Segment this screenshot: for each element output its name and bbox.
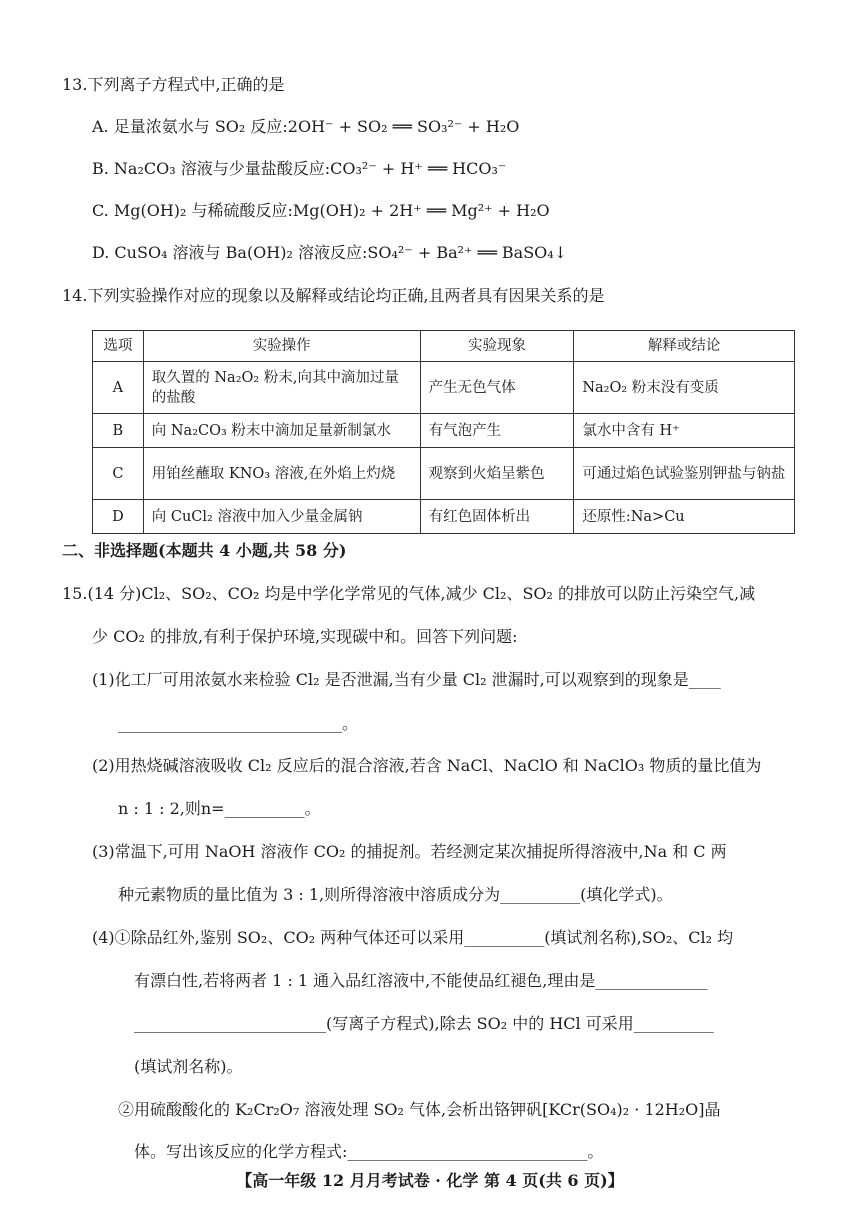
- q15-part4-line-2: 有漂白性,若将两者 1 : 1 通入品红溶液中,不能使品红褪色,理由是______________: [134, 971, 708, 990]
- table-cell-conclusion: 氯水中含有 H⁺: [574, 414, 795, 448]
- table-header-cell: 选项: [93, 331, 144, 362]
- question-13-option-d: D. CuSO₄ 溶液与 Ba(OH)₂ 溶液反应:SO₄²⁻ + Ba²⁺ ══ BaSO₄↓: [92, 243, 568, 262]
- table-cell-option: D: [93, 500, 144, 534]
- table-header-cell: 解释或结论: [574, 331, 795, 362]
- table-cell-operation: 用铂丝蘸取 KNO₃ 溶液,在外焰上灼烧: [143, 448, 420, 500]
- table-cell-operation: 取久置的 Na₂O₂ 粉末,向其中滴加过量的盐酸: [143, 362, 420, 414]
- section-heading: 二、非选择题(本题共 4 小题,共 58 分): [62, 541, 347, 560]
- table-cell-phenomenon: 观察到火焰呈紫色: [420, 448, 574, 500]
- q15-part1-line-1: (1)化工厂可用浓氨水来检验 Cl₂ 是否泄漏,当有少量 Cl₂ 泄漏时,可以观察到的现象是____: [92, 670, 721, 689]
- table-cell-conclusion: Na₂O₂ 粉末没有变质: [574, 362, 795, 414]
- page-footer: 【高一年级 12 月月考试卷 · 化学 第 4 页(共 6 页)】: [236, 1171, 624, 1190]
- table-header-cell: 实验现象: [420, 331, 574, 362]
- q15-part3-line-2: 种元素物质的量比值为 3 : 1,则所得溶液中溶质成分为__________(填化学式)。: [118, 885, 673, 904]
- question-13-option-b: B. Na₂CO₃ 溶液与少量盐酸反应:CO₃²⁻ + H⁺ ══ HCO₃⁻: [92, 159, 507, 178]
- q15-part4-line-3: ________________________(写离子方程式),除去 SO₂ 中的 HCl 可采用__________: [134, 1014, 714, 1033]
- q15-part4-line-6: 体。写出该反应的化学方程式:______________________________。: [134, 1142, 604, 1161]
- question-13-option-c: C. Mg(OH)₂ 与稀硫酸反应:Mg(OH)₂ + 2H⁺ ══ Mg²⁺ + H₂O: [92, 201, 550, 220]
- question-14-stem: 14.下列实验操作对应的现象以及解释或结论均正确,且两者具有因果关系的是: [62, 286, 605, 305]
- question-15-line-2: 少 CO₂ 的排放,有利于保护环境,实现碳中和。回答下列问题:: [92, 627, 518, 646]
- q15-part2-line-2: n : 1 : 2,则n=__________。: [118, 799, 321, 818]
- table-row: [93, 500, 795, 534]
- table-cell-phenomenon: 有红色固体析出: [420, 500, 574, 534]
- table-cell-conclusion: 可通过焰色试验鉴别钾盐与钠盐: [574, 448, 795, 500]
- table-cell-operation: 向 Na₂CO₃ 粉末中滴加足量新制氯水: [143, 414, 420, 448]
- question-15-line-1: 15.(14 分)Cl₂、SO₂、CO₂ 均是中学化学常见的气体,减少 Cl₂、SO₂ 的排放可以防止污染空气,减: [62, 584, 756, 603]
- q15-part4-line-1: (4)①除品红外,鉴别 SO₂、CO₂ 两种气体还可以采用__________(填试剂名称),SO₂、Cl₂ 均: [92, 928, 734, 947]
- table-cell-option: B: [93, 414, 144, 448]
- question-13-stem: 13.下列离子方程式中,正确的是: [62, 75, 285, 94]
- table-row: [93, 362, 795, 414]
- table-cell-conclusion: 还原性:Na>Cu: [574, 500, 795, 534]
- q15-part3-line-1: (3)常温下,可用 NaOH 溶液作 CO₂ 的捕捉剂。若经测定某次捕捉所得溶液中,Na 和 C 两: [92, 842, 727, 861]
- q15-part4-line-4: (填试剂名称)。: [134, 1057, 243, 1076]
- table-cell-phenomenon: 产生无色气体: [420, 362, 574, 414]
- table-cell-operation: 向 CuCl₂ 溶液中加入少量金属钠: [143, 500, 420, 534]
- table-cell-phenomenon: 有气泡产生: [420, 414, 574, 448]
- table-header-row: [93, 331, 795, 362]
- table-row: [93, 414, 795, 448]
- q15-part4-line-5: ②用硫酸酸化的 K₂Cr₂O₇ 溶液处理 SO₂ 气体,会析出铬钾矾[KCr(SO₄)₂ · 12H₂O]晶: [118, 1100, 721, 1119]
- question-13-option-a: A. 足量浓氨水与 SO₂ 反应:2OH⁻ + SO₂ ══ SO₃²⁻ + H₂O: [92, 117, 520, 136]
- experiment-table: [92, 330, 795, 534]
- table-header-cell: 实验操作: [143, 331, 420, 362]
- table-row: [93, 448, 795, 500]
- q15-part1-line-2: ____________________________。: [118, 714, 359, 733]
- table-cell-option: A: [93, 362, 144, 414]
- table-cell-option: C: [93, 448, 144, 500]
- q15-part2-line-1: (2)用热烧碱溶液吸收 Cl₂ 反应后的混合溶液,若含 NaCl、NaClO 和 NaClO₃ 物质的量比值为: [92, 756, 762, 775]
